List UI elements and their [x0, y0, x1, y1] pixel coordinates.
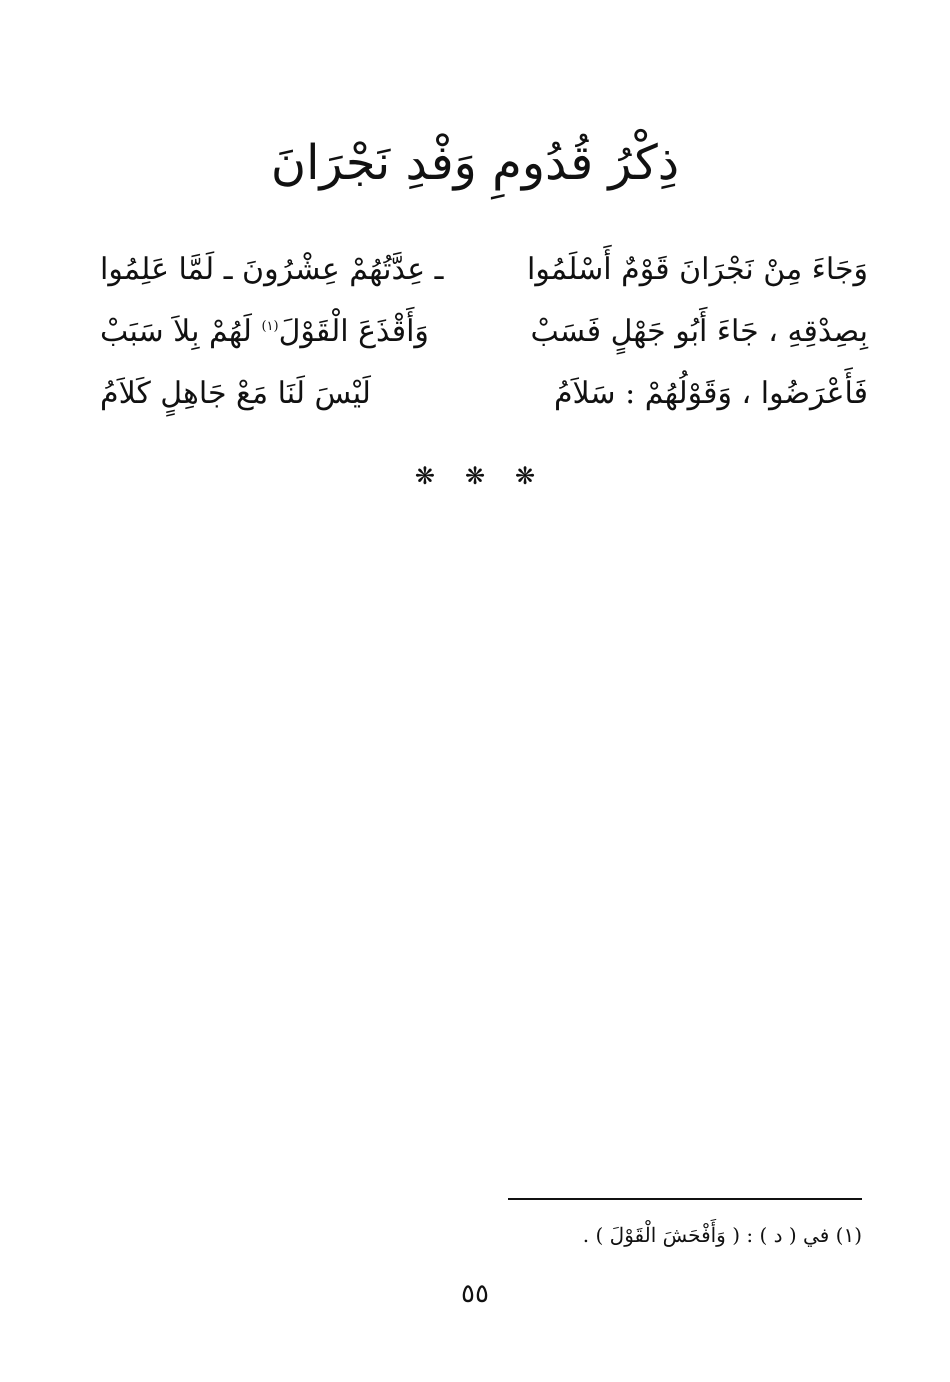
verse-2-first-hemistich: بِصِدْقِهِ ، جَاءَ أَبُو جَهْلٍ فَسَبْ — [530, 313, 868, 349]
verse-3 — [100, 362, 868, 424]
section-separator — [0, 462, 950, 490]
footnote-divider — [508, 1198, 862, 1200]
asterism-mark: ❋ — [414, 462, 465, 490]
verse-1-first-hemistich: وَجَاءَ مِنْ نَجْرَانَ قَوْمٌ أَسْلَمُوا — [527, 251, 868, 287]
section-title: ذِكْرُ قُدُومِ وَفْدِ نَجْرَانَ — [270, 135, 680, 191]
footnote: (١) في ( د ) : ( وَأَفْحَشَ الْقَوْلَ ) . — [582, 1223, 862, 1247]
verse-2 — [100, 300, 868, 362]
asterism-mark: ❋ — [464, 462, 516, 490]
page-number: ٥٥ — [461, 1279, 489, 1309]
verse-2-second-hemistich-end: لَهُمْ بِلاَ سَبَبْ — [100, 313, 252, 349]
verse-1-second-hemistich: ـ عِدَّتُهُمْ عِشْرُونَ ـ لَمَّا عَلِمُوا — [100, 251, 444, 287]
verse-2-second-hemistich — [100, 314, 460, 349]
verse-2-second-hemistich-start: وَأَقْذَعَ الْقَوْلَ — [278, 313, 429, 349]
verse-3-second-hemistich: لَيْسَ لَنَا مَعْ جَاهِلٍ كَلاَمُ — [100, 375, 371, 411]
verse-1 — [100, 238, 868, 300]
poem — [100, 238, 868, 424]
asterism-mark: ❋ — [515, 462, 566, 490]
footnote-reference: (١) — [261, 318, 279, 334]
verse-3-first-hemistich: فَأَعْرَضُوا ، وَقَوْلُهُمْ : سَلاَمُ — [553, 375, 868, 411]
